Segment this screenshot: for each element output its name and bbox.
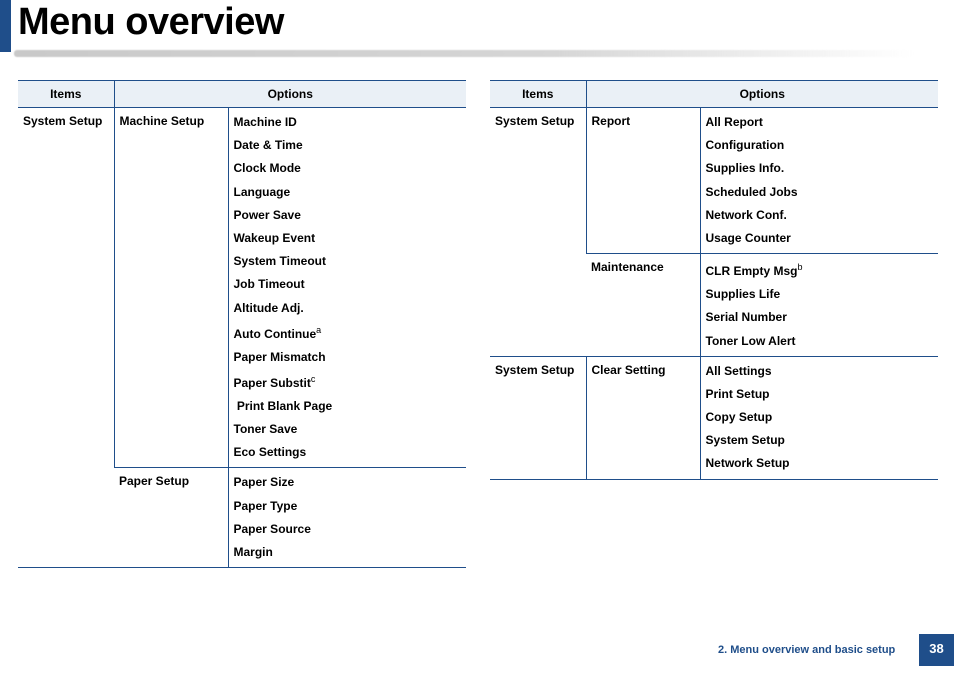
item-cell: System Setup: [490, 356, 586, 479]
table-header-row: [18, 81, 466, 108]
header-items: Items: [490, 81, 586, 108]
footnote-marker: b: [797, 262, 803, 273]
option-item: Print Blank Page: [233, 398, 333, 413]
page-number-badge: 38: [919, 634, 954, 666]
option-item: Usage Counter: [705, 230, 791, 245]
option-item: Paper Size: [233, 475, 295, 490]
header-options: Options: [114, 81, 466, 108]
option-item: Language: [233, 184, 291, 199]
options-cell: [228, 108, 466, 468]
option-item: Date & Time: [233, 138, 303, 153]
option-item: Auto Continue$^a$: [233, 324, 322, 341]
option-item: Altitude Adj.: [233, 300, 304, 315]
group-cell: Machine Setup: [114, 108, 228, 468]
group-cell: Maintenance: [586, 254, 700, 357]
footnote-marker: a: [316, 324, 322, 335]
title-accent-bar: [0, 0, 11, 52]
option-item: Serial Number: [705, 310, 787, 325]
menu-table-left: [18, 80, 466, 568]
page-title: Menu overview: [18, 1, 284, 43]
option-item: Eco Settings: [233, 445, 307, 460]
group-cell: Paper Setup: [114, 468, 228, 568]
option-item: CLR Empty Msg$^b$: [705, 262, 803, 279]
option-item: Copy Setup: [705, 410, 773, 425]
table-row: [490, 356, 938, 479]
option-item: System Timeout: [233, 254, 326, 269]
option-item: Machine ID: [233, 115, 297, 129]
option-item: System Setup: [705, 433, 785, 448]
footnote-marker: c: [310, 373, 316, 384]
option-item: Supplies Info.: [705, 161, 785, 176]
table-row: [18, 108, 466, 468]
group-cell: Report: [586, 108, 700, 254]
option-item: Network Conf.: [705, 207, 787, 222]
option-item: Toner Low Alert: [705, 333, 796, 348]
option-item: Power Save: [233, 207, 301, 222]
option-item: Network Setup: [705, 456, 790, 471]
menu-table-right: [490, 80, 938, 480]
footer-chapter-title: 2. Menu overview and basic setup: [718, 644, 896, 656]
item-cell: System Setup: [18, 108, 114, 568]
option-item: Clock Mode: [233, 161, 301, 176]
option-item: Print Setup: [705, 386, 770, 401]
title-divider: [14, 50, 914, 57]
group-cell: Clear Setting: [586, 356, 700, 479]
option-item: Supplies Life: [705, 287, 781, 302]
option-item: Job Timeout: [233, 277, 305, 292]
header-items: Items: [18, 81, 114, 108]
table-header-row: [490, 81, 938, 108]
option-item: Scheduled Jobs: [705, 184, 798, 199]
options-cell: [228, 468, 466, 568]
option-item: All Settings: [705, 363, 772, 378]
options-cell: [700, 108, 938, 254]
option-item: Paper Source: [233, 521, 311, 536]
table-row: [490, 108, 938, 254]
options-cell: [700, 254, 938, 357]
option-item: Toner Save: [233, 422, 298, 437]
option-item: All Report: [705, 115, 763, 129]
item-cell: System Setup: [490, 108, 586, 357]
option-item: Paper Type: [233, 498, 298, 513]
options-cell: [700, 356, 938, 479]
option-item: Configuration: [705, 138, 785, 153]
option-item: Paper Mismatch: [233, 349, 326, 364]
option-item: Wakeup Event: [233, 230, 316, 245]
option-item: Paper Substit$^c$: [233, 373, 316, 390]
header-options: Options: [586, 81, 938, 108]
option-item: Margin: [233, 545, 273, 559]
